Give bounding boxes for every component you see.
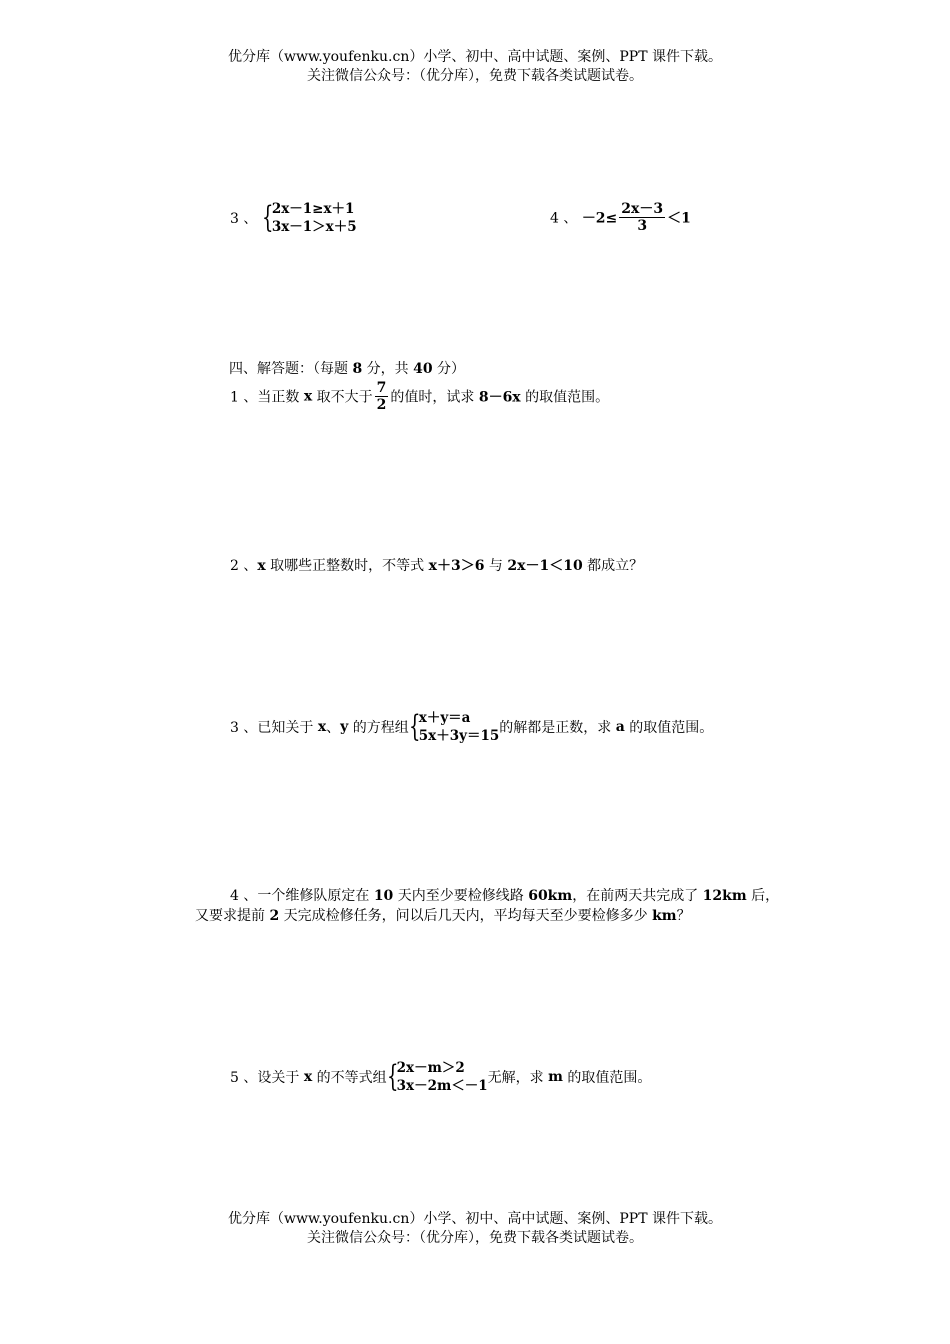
q3-text: 、: [326, 720, 341, 736]
title-text: 分，共: [362, 361, 414, 377]
problem-4-right: ＜1: [667, 210, 691, 227]
q3-text: 3 、已知关于: [230, 720, 318, 736]
problem-3-system: [262, 200, 357, 236]
q4-text: 4 、一个维修队原定在: [230, 888, 374, 904]
q3-var-y: y: [340, 719, 349, 735]
question-1: [230, 380, 609, 413]
q4-days-early: 2: [269, 908, 280, 924]
q3-var-a: a: [615, 719, 625, 735]
q2-var-x: x: [257, 558, 266, 574]
q5-inequality-2: 3x－2m＜－1: [396, 1078, 488, 1094]
q4-text: 又要求提前: [195, 908, 270, 924]
q5-inequality-system: [387, 1059, 488, 1095]
problem-3-number: 3 、: [230, 211, 258, 227]
question-4-line-2: [195, 905, 691, 925]
footer-line-2: 关注微信公众号：（优分库），免费下载各类试题试卷。: [307, 1230, 643, 1246]
q5-text: 的不等式组: [312, 1070, 387, 1086]
q2-inequality-2: 2x－1＜10: [507, 558, 583, 574]
title-text: 四、解答题：（每题: [229, 361, 353, 377]
q2-text: 都成立？: [582, 558, 644, 574]
title-points-total: 40: [413, 361, 433, 377]
q5-text: 无解，求: [487, 1070, 549, 1086]
q5-text: 5 、设关于: [230, 1070, 304, 1086]
q3-equation-1: x＋y＝a: [418, 710, 471, 726]
left-brace-icon: {: [261, 200, 274, 235]
q4-unit: km: [652, 908, 677, 924]
title-text: 分）: [432, 361, 466, 377]
q1-text: 的值时，试求: [390, 389, 479, 406]
q1-text: 的取值范围。: [520, 389, 610, 406]
question-4-line-1: [230, 885, 779, 905]
q4-distance: 60km: [528, 888, 573, 904]
q4-text: ，在前两天共完成了: [572, 888, 703, 904]
problem-4-fraction: [619, 201, 665, 234]
problem-4-compound-inequality: [550, 201, 691, 234]
fraction-numerator: 2x－3: [621, 201, 664, 217]
q1-text: 取不大于: [312, 389, 373, 406]
q3-text: 的方程组: [348, 720, 409, 736]
q5-inequality-1: 2x－m＞2: [396, 1060, 465, 1076]
q2-text: 取哪些正整数时，不等式: [265, 558, 429, 574]
q2-text: 与: [484, 558, 508, 574]
q4-text: 天内至少要检修线路: [393, 888, 529, 904]
q3-text: 的解都是正数，求: [499, 720, 616, 736]
fraction-denominator: 2: [376, 397, 387, 413]
problem-3-inequality-system: [230, 200, 357, 236]
problem-3-line-1: 2x－1≥x＋1: [271, 201, 355, 217]
section-4-title: [229, 358, 465, 378]
q1-var-x: x: [303, 388, 313, 405]
question-5: [230, 1059, 651, 1095]
left-brace-icon: {: [386, 1059, 399, 1094]
left-brace-icon: {: [408, 709, 421, 744]
header-line-2: 关注微信公众号：（优分库），免费下载各类试题试卷。: [307, 68, 643, 84]
q2-inequality-1: x＋3＞6: [428, 558, 485, 574]
footer-line-1: 优分库（www.youfenku.cn）小学、初中、高中试题、案例、PPT 课件下载。: [227, 1211, 722, 1227]
header-line-1: 优分库（www.youfenku.cn）小学、初中、高中试题、案例、PPT 课件下载。: [227, 49, 722, 65]
q5-text: 的取值范围。: [562, 1070, 652, 1086]
question-3: [230, 709, 713, 745]
q4-text: 天完成检修任务，问以后几天内，平均每天至少要检修多少: [279, 908, 653, 924]
q5-var-x: x: [303, 1069, 313, 1085]
fraction-denominator: 3: [637, 218, 648, 234]
q5-var-m: m: [548, 1069, 563, 1085]
q4-days: 10: [373, 888, 394, 904]
q4-text: ？: [676, 908, 691, 924]
q3-equation-2: 5x＋3y＝15: [418, 728, 500, 744]
fraction-numerator: 7: [376, 380, 387, 396]
q1-text: 1 、当正数: [230, 389, 304, 406]
problem-4-number: 4 、: [550, 210, 578, 227]
q1-expression: 8－6x: [478, 389, 521, 406]
problem-4-left: －2≤: [581, 210, 618, 227]
q3-var-x: x: [317, 719, 327, 735]
problem-3-line-2: 3x－1＞x＋5: [271, 219, 357, 235]
q3-equation-system: [409, 709, 499, 745]
q1-fraction: [375, 380, 389, 413]
question-2: [230, 555, 643, 575]
q3-text: 的取值范围。: [624, 720, 714, 736]
title-points-each: 8: [352, 361, 363, 377]
q2-text: 2 、: [230, 558, 258, 574]
q4-completed: 12km: [702, 888, 747, 904]
q4-text: 后，: [746, 888, 780, 904]
